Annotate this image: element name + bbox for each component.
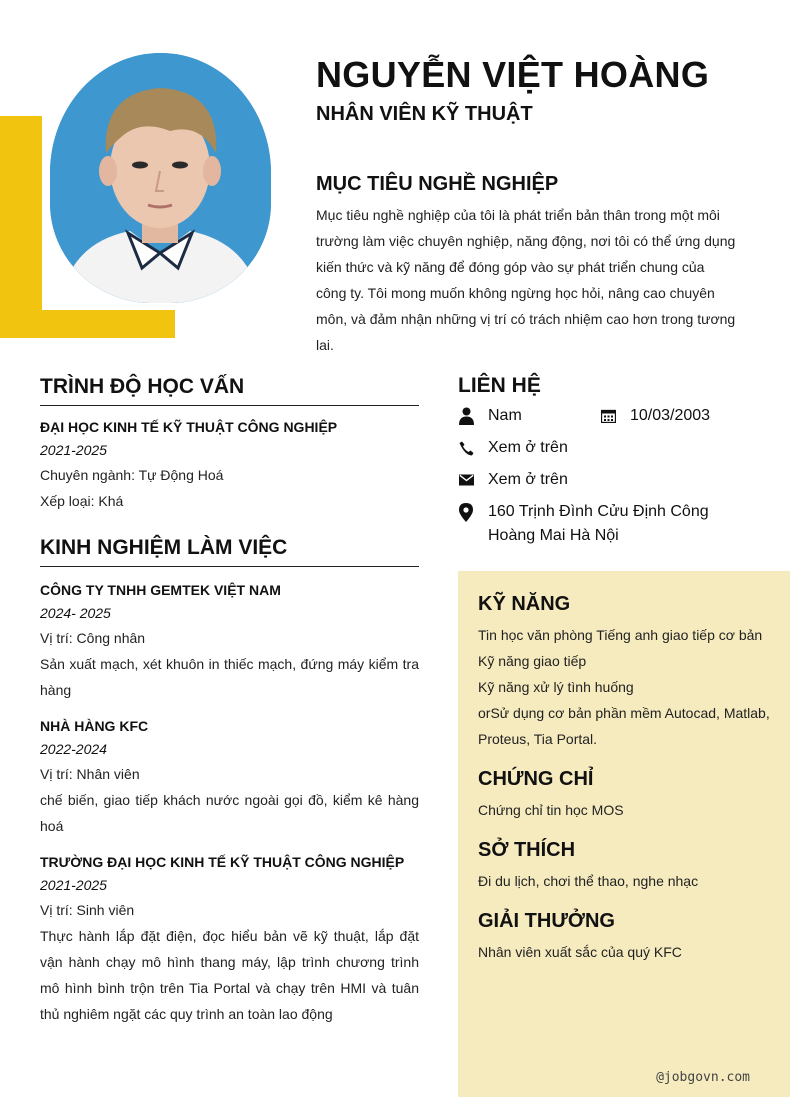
awards-heading: GIẢI THƯỞNG bbox=[478, 910, 615, 932]
person-icon bbox=[458, 404, 474, 428]
contact-email: Xem ở trên bbox=[488, 471, 568, 488]
accent-bar-horizontal bbox=[0, 310, 175, 338]
email-icon bbox=[458, 468, 474, 492]
certificates-section bbox=[478, 768, 770, 823]
experience-heading: KINH NGHIỆM LÀM VIỆC bbox=[40, 536, 419, 567]
profile-photo bbox=[50, 53, 271, 303]
experience-company: NHÀ HÀNG KFC bbox=[40, 718, 149, 734]
contact-row-address bbox=[458, 500, 768, 548]
experience-company: CÔNG TY TNHH GEMTEK VIỆT NAM bbox=[40, 582, 281, 598]
hobby-item: Đi du lịch, chơi thể thao, nghe nhạc bbox=[478, 873, 699, 889]
awards-section bbox=[478, 910, 770, 965]
experience-company: TRƯỜNG ĐẠI HỌC KINH TẾ KỸ THUẬT CÔNG NGHIỆP bbox=[40, 854, 405, 870]
education-entry bbox=[40, 416, 419, 514]
experience-position: Vị trí: Sinh viên bbox=[40, 902, 135, 918]
skill-item: orSử dụng cơ bản phần mềm Autocad, Matlab, Proteus, Tia Portal. bbox=[478, 705, 770, 747]
side-panel bbox=[458, 571, 790, 1097]
contact-row-phone bbox=[458, 436, 768, 460]
skill-item: Kỹ năng giao tiếp bbox=[478, 653, 587, 669]
phone-icon bbox=[458, 436, 474, 460]
objective-text: Mục tiêu nghề nghiệp của tôi là phát triển bản thân trong một môi trường làm việc chuyên nghiệp, năng động, nơi tôi có thể ứng dụng kiến thức và kỹ năng để đóng góp vào sự phát triển chung của công ty. Tôi mong muốn không ngừng học hỏi, nâng cao chuyên môn, và đảm nhận những vị trí có trách nhiệm cao hơn trong tương lai. bbox=[316, 207, 736, 353]
calendar-icon bbox=[600, 404, 616, 428]
education-period: 2021-2025 bbox=[40, 442, 107, 458]
contact-row-gender bbox=[458, 404, 768, 428]
person-name: NGUYỄN VIỆT HOÀNG bbox=[316, 54, 710, 95]
skills-heading: KỸ NĂNG bbox=[478, 593, 571, 615]
experience-entry bbox=[40, 579, 419, 703]
skill-item: Kỹ năng xử lý tình huống bbox=[478, 679, 634, 695]
award-item: Nhân viên xuất sắc của quý KFC bbox=[478, 944, 682, 960]
education-school: ĐẠI HỌC KINH TẾ KỸ THUẬT CÔNG NGHIỆP bbox=[40, 419, 338, 435]
contact-row-email bbox=[458, 468, 768, 492]
watermark: @jobgovn.com bbox=[656, 1070, 750, 1085]
contact-dob: 10/03/2003 bbox=[630, 407, 711, 424]
job-title: NHÂN VIÊN KỸ THUẬT bbox=[316, 103, 533, 125]
experience-period: 2024- 2025 bbox=[40, 605, 111, 621]
location-pin-icon bbox=[458, 500, 474, 524]
experience-period: 2021-2025 bbox=[40, 877, 107, 893]
contact-heading: LIÊN HỆ bbox=[458, 374, 541, 397]
contact-section bbox=[458, 374, 768, 556]
left-column bbox=[40, 375, 419, 1027]
experience-description: chế biến, giao tiếp khách nước ngoài gọi đồ, kiểm kê hàng hoá bbox=[40, 792, 419, 834]
education-heading: TRÌNH ĐỘ HỌC VẤN bbox=[40, 375, 419, 406]
skill-item: Tin học văn phòng Tiếng anh giao tiếp cơ bản bbox=[478, 627, 763, 643]
education-major: Chuyên ngành: Tự Động Hoá bbox=[40, 467, 224, 483]
experience-description: Thực hành lắp đặt điện, đọc hiểu bản vẽ kỹ thuật, lắp đặt vận hành chạy mô hình thang máy, lập trình chương trình mô hình bình trộn trên Tia Portal và chạy trên HMI và tuân thủ nghiêm ngặt các quy trình an toàn lao động bbox=[40, 928, 419, 1022]
hobbies-heading: SỞ THÍCH bbox=[478, 839, 576, 861]
contact-address: 160 Trịnh Đình Cửu Định Công Hoàng Mai Hà Nội bbox=[488, 503, 709, 544]
experience-entry bbox=[40, 715, 419, 839]
contact-dob-group bbox=[600, 404, 710, 428]
skills-section bbox=[478, 593, 770, 752]
objective-heading: MỤC TIÊU NGHỀ NGHIỆP bbox=[316, 173, 559, 195]
experience-entry bbox=[40, 851, 419, 1027]
experience-position: Vị trí: Nhân viên bbox=[40, 766, 140, 782]
contact-gender: Nam bbox=[488, 407, 522, 424]
accent-bar-vertical bbox=[0, 116, 42, 338]
hobbies-section bbox=[478, 839, 770, 894]
contact-phone: Xem ở trên bbox=[488, 439, 568, 456]
experience-period: 2022-2024 bbox=[40, 741, 107, 757]
certificates-heading: CHỨNG CHỈ bbox=[478, 768, 594, 790]
experience-description: Sản xuất mạch, xét khuôn in thiếc mạch, đứng máy kiểm tra hàng bbox=[40, 656, 419, 698]
education-rank: Xếp loại: Khá bbox=[40, 493, 124, 509]
experience-position: Vị trí: Công nhân bbox=[40, 630, 146, 646]
certificate-item: Chứng chỉ tin học MOS bbox=[478, 802, 624, 818]
